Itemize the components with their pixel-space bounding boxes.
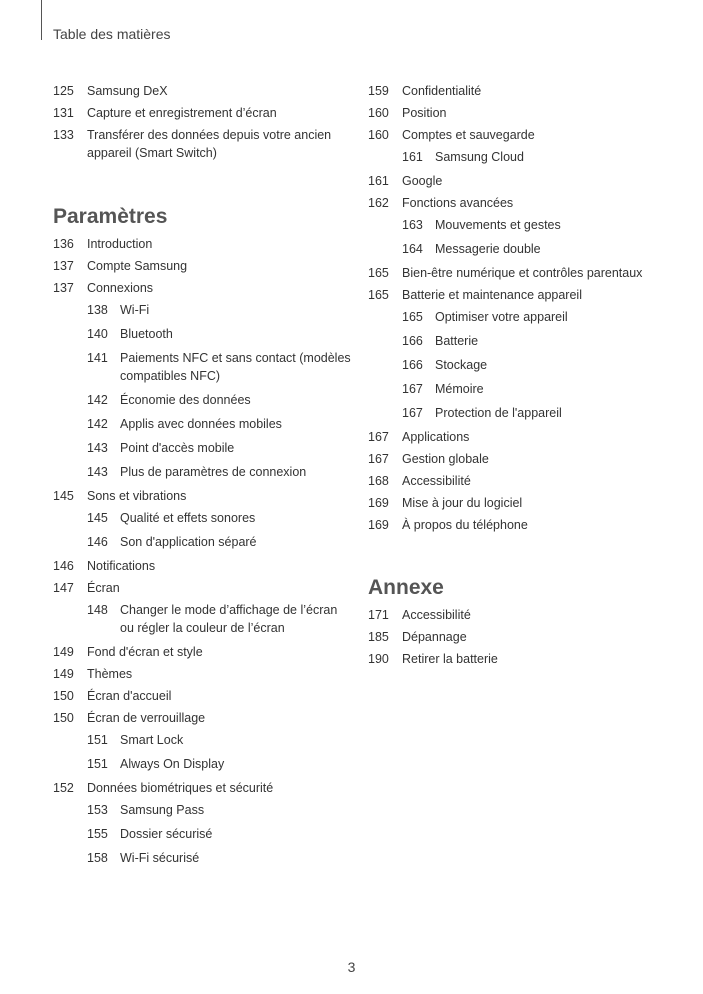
section-title-parametres: Paramètres	[53, 205, 168, 228]
toc-entry[interactable]	[53, 463, 353, 481]
toc-entry-label: Retirer la batterie	[402, 652, 498, 666]
toc-entry-label: Dossier sécurisé	[120, 827, 213, 841]
toc-entry-page: 145	[53, 489, 74, 503]
toc-entry-page: 185	[368, 630, 389, 644]
toc-entry-page: 149	[53, 645, 74, 659]
toc-entry[interactable]	[53, 643, 353, 661]
toc-entry-page: 150	[53, 711, 74, 725]
toc-entry[interactable]	[53, 687, 353, 705]
section-spacer	[53, 166, 353, 205]
toc-entry-label: Comptes et sauvegarde	[402, 128, 535, 142]
toc-entry-label: Écran de verrouillage	[87, 711, 206, 725]
header-rule	[41, 0, 42, 40]
toc-entry-label: Changer le mode d’affichage de l’écran ou régler la couleur de l’écran	[120, 603, 338, 635]
toc-entry[interactable]	[368, 308, 688, 326]
toc-entry-label: Introduction	[87, 237, 153, 251]
toc-entry-page: 166	[402, 334, 423, 348]
toc-entry-label: Stockage	[435, 358, 488, 372]
toc-entry[interactable]	[53, 849, 353, 867]
toc-entry[interactable]	[368, 194, 688, 212]
toc-entry[interactable]	[53, 579, 353, 597]
toc-entry[interactable]	[368, 606, 688, 624]
toc-entry[interactable]	[368, 650, 688, 668]
toc-entry-page: 151	[87, 733, 108, 747]
toc-entry[interactable]	[368, 148, 688, 166]
toc-entry-label: Notifications	[87, 559, 156, 573]
toc-entry-page: 165	[368, 288, 389, 302]
toc-entry-label: Bien-être numérique et contrôles parentaux	[402, 266, 643, 280]
toc-entry-page: 165	[402, 310, 423, 324]
toc-entry-label: Batterie	[435, 334, 479, 348]
toc-entry-label: Batterie et maintenance appareil	[402, 288, 582, 302]
toc-entry-page: 137	[53, 259, 74, 273]
header-title: Table des matières	[53, 26, 171, 42]
toc-entry-page: 136	[53, 237, 74, 251]
toc-right-list	[368, 82, 688, 534]
toc-entry-page: 167	[402, 406, 423, 420]
toc-entry[interactable]	[368, 104, 688, 122]
toc-entry[interactable]	[368, 126, 688, 144]
toc-entry-label: Smart Lock	[120, 733, 184, 747]
toc-entry[interactable]	[368, 216, 688, 234]
toc-entry[interactable]	[368, 240, 688, 258]
toc-left-column	[53, 82, 353, 873]
toc-entry[interactable]	[53, 82, 353, 100]
toc-entry-page: 163	[402, 218, 423, 232]
toc-entry-page: 167	[368, 430, 389, 444]
toc-entry-label: Accessibilité	[402, 608, 471, 622]
toc-entry-page: 125	[53, 84, 74, 98]
toc-top-list	[53, 82, 353, 162]
toc-entry-label: Fonctions avancées	[402, 196, 514, 210]
toc-entry-label: Plus de paramètres de connexion	[120, 465, 307, 479]
toc-entry[interactable]	[53, 439, 353, 457]
toc-entry[interactable]	[53, 779, 353, 797]
toc-entry-page: 141	[87, 351, 108, 365]
toc-entry[interactable]	[53, 731, 353, 749]
toc-entry-page: 148	[87, 603, 108, 617]
toc-entry-page: 149	[53, 667, 74, 681]
toc-entry-label: Écran	[87, 581, 120, 595]
toc-entry-page: 151	[87, 757, 108, 771]
toc-entry-page: 168	[368, 474, 389, 488]
toc-entry[interactable]	[368, 82, 688, 100]
toc-entry[interactable]	[368, 472, 688, 490]
toc-entry-label: Thèmes	[87, 667, 133, 681]
toc-entry-page: 161	[402, 150, 423, 164]
toc-entry[interactable]	[368, 332, 688, 350]
toc-entry-label: Transférer des données depuis votre ancien appareil (Smart Switch)	[87, 128, 332, 160]
toc-entry-page: 158	[87, 851, 108, 865]
toc-entry-label: Mise à jour du logiciel	[402, 496, 523, 510]
toc-entry-label: Sons et vibrations	[87, 489, 187, 503]
toc-entry-page: 147	[53, 581, 74, 595]
toc-entry-page: 190	[368, 652, 389, 666]
toc-entry-label: Dépannage	[402, 630, 467, 644]
toc-entry-label: À propos du téléphone	[402, 518, 528, 532]
toc-entry-label: Paiements NFC et sans contact (modèles compatibles NFC)	[120, 351, 351, 383]
toc-entry[interactable]	[368, 172, 688, 190]
toc-entry-label: Position	[402, 106, 447, 120]
toc-entry-page: 164	[402, 242, 423, 256]
toc-entry-page: 155	[87, 827, 108, 841]
toc-entry-label: Mouvements et gestes	[435, 218, 561, 232]
toc-entry-page: 142	[87, 417, 108, 431]
toc-entry[interactable]	[368, 286, 688, 304]
toc-entry-label: Mémoire	[435, 382, 484, 396]
toc-annexe-list	[368, 606, 688, 668]
section-title-annexe: Annexe	[368, 576, 444, 599]
toc-entry-page: 167	[368, 452, 389, 466]
toc-entry-label: Écran d'accueil	[87, 689, 172, 703]
toc-entry-label: Données biométriques et sécurité	[87, 781, 274, 795]
toc-right-column	[368, 82, 688, 672]
toc-entry[interactable]	[53, 325, 353, 343]
toc-entry[interactable]	[368, 264, 688, 282]
toc-entry-page: 146	[87, 535, 108, 549]
toc-entry-page: 162	[368, 196, 389, 210]
toc-entry-page: 166	[402, 358, 423, 372]
toc-entry-page: 143	[87, 465, 108, 479]
toc-entry[interactable]	[368, 494, 688, 512]
toc-entry-page: 165	[368, 266, 389, 280]
toc-entry[interactable]	[53, 126, 353, 162]
toc-entry[interactable]	[368, 380, 688, 398]
toc-entry-page: 160	[368, 128, 389, 142]
toc-entry[interactable]	[53, 235, 353, 253]
toc-entry-page: 137	[53, 281, 74, 295]
toc-entry[interactable]	[53, 104, 353, 122]
toc-entry-label: Applications	[402, 430, 470, 444]
toc-entry-label: Son d'application séparé	[120, 535, 257, 549]
toc-entry[interactable]	[53, 349, 353, 385]
toc-entry[interactable]	[53, 601, 353, 637]
toc-entry-page: 152	[53, 781, 74, 795]
toc-entry[interactable]	[53, 301, 353, 319]
toc-entry-label: Always On Display	[120, 757, 225, 771]
toc-entry[interactable]	[53, 257, 353, 275]
toc-entry-page: 169	[368, 496, 389, 510]
toc-entry-label: Samsung Pass	[120, 803, 205, 817]
toc-entry[interactable]	[53, 391, 353, 409]
toc-entry-page: 169	[368, 518, 389, 532]
toc-entry-page: 138	[87, 303, 108, 317]
toc-entry[interactable]	[368, 356, 688, 374]
toc-entry-page: 131	[53, 106, 74, 120]
toc-entry[interactable]	[368, 404, 688, 422]
toc-entry-label: Wi-Fi	[120, 303, 150, 317]
toc-entry-page: 161	[368, 174, 389, 188]
toc-entry-label: Optimiser votre appareil	[435, 310, 568, 324]
toc-entry-page: 140	[87, 327, 108, 341]
toc-entry[interactable]	[53, 755, 353, 773]
toc-entry-page: 159	[368, 84, 389, 98]
toc-entry-label: Applis avec données mobiles	[120, 417, 282, 431]
page-number: 3	[347, 959, 356, 975]
toc-entry-page: 142	[87, 393, 108, 407]
toc-entry[interactable]	[53, 801, 353, 819]
toc-entry[interactable]	[53, 509, 353, 527]
toc-entry-page: 146	[53, 559, 74, 573]
toc-entry-page: 167	[402, 382, 423, 396]
section-spacer	[368, 538, 688, 576]
toc-entry-label: Google	[402, 174, 443, 188]
toc-entry-page: 153	[87, 803, 108, 817]
toc-entry[interactable]	[53, 533, 353, 551]
toc-entry-page: 145	[87, 511, 108, 525]
toc-entry[interactable]	[368, 428, 688, 446]
toc-entry-label: Accessibilité	[402, 474, 471, 488]
toc-entry-label: Connexions	[87, 281, 154, 295]
toc-entry-label: Qualité et effets sonores	[120, 511, 256, 525]
toc-entry-label: Compte Samsung	[87, 259, 188, 273]
toc-entry-page: 160	[368, 106, 389, 120]
toc-entry-label: Économie des données	[120, 393, 251, 407]
toc-entry[interactable]	[53, 557, 353, 575]
toc-entry-page: 150	[53, 689, 74, 703]
toc-entry-page: 143	[87, 441, 108, 455]
toc-entry[interactable]	[53, 665, 353, 683]
toc-entry[interactable]	[53, 709, 353, 727]
toc-entry[interactable]	[53, 279, 353, 297]
toc-entry[interactable]	[53, 487, 353, 505]
toc-parametres-list	[53, 235, 353, 867]
toc-entry-label: Capture et enregistrement d’écran	[87, 106, 277, 120]
toc-entry[interactable]	[368, 516, 688, 534]
toc-entry-label: Protection de l'appareil	[435, 406, 562, 420]
toc-entry[interactable]	[53, 415, 353, 433]
toc-entry-label: Bluetooth	[120, 327, 173, 341]
toc-entry-page: 171	[368, 608, 389, 622]
toc-entry-label: Point d'accès mobile	[120, 441, 235, 455]
toc-entry-label: Messagerie double	[435, 242, 541, 256]
toc-entry-label: Samsung Cloud	[435, 150, 524, 164]
toc-entry[interactable]	[53, 825, 353, 843]
toc-entry[interactable]	[368, 628, 688, 646]
toc-entry[interactable]	[368, 450, 688, 468]
toc-entry-label: Wi-Fi sécurisé	[120, 851, 200, 865]
toc-entry-page: 133	[53, 128, 74, 142]
toc-entry-label: Gestion globale	[402, 452, 489, 466]
toc-entry-label: Samsung DeX	[87, 84, 168, 98]
toc-entry-label: Fond d'écran et style	[87, 645, 203, 659]
toc-entry-label: Confidentialité	[402, 84, 482, 98]
